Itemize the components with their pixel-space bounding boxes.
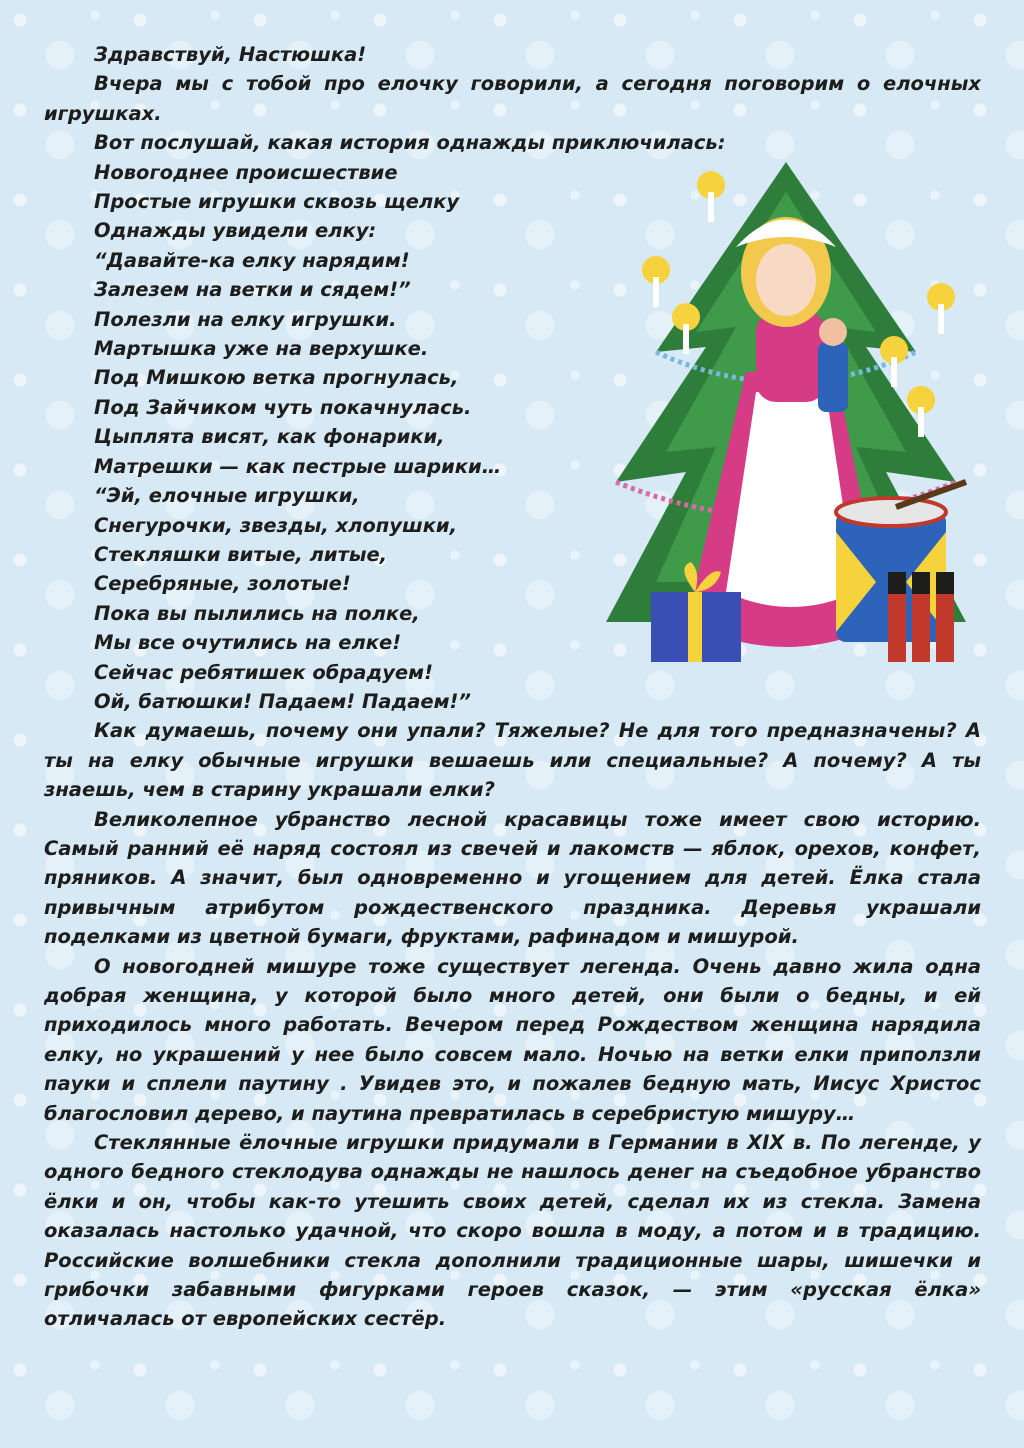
poem-line: Новогоднее происшествие	[94, 160, 398, 184]
poem-line: “Давайте-ка елку нарядим!	[94, 248, 410, 272]
poem-line: Мы все очутились на елке!	[94, 631, 402, 655]
poem-line: Снегурочки, звезды, хлопушки,	[94, 513, 458, 537]
poem-line: Простые игрушки сквозь щелку	[94, 190, 460, 214]
poem-line: Сейчас ребятишек обрадуем!	[94, 660, 433, 684]
nutcracker-icon	[888, 572, 954, 662]
poem-line: Полезли на елку игрушки.	[94, 307, 397, 331]
body-paragraph: О новогодней мишуре тоже существует легенда. Очень давно жила одна добрая женщина, у которой было много детей, они были о бедны, и ей приходилось много работать. Вечером перед Рождеством женщина нарядила елку, но украшений у нее было совсем мало. Ночью на ветки елки приползли пауки и сплели паутину . Увидев это, и пожалев бедную мать, Иисус Христос благословил дерево, и паутина превратилась в серебристую мишуру…	[44, 954, 981, 1125]
poem-line: Ой, батюшки! Падаем! Падаем!”	[94, 689, 471, 713]
poem-line: Пока вы пылились на полке,	[94, 601, 420, 625]
poem-line: Однажды увидели елку:	[94, 219, 377, 243]
poem-line: Стекляшки витые, литые,	[94, 542, 388, 566]
intro-paragraph: Вчера мы с тобой про елочку говорили, а сегодня поговорим о елочных игрушках.	[44, 72, 981, 125]
christmas-illustration	[596, 152, 976, 692]
poem-line: Серебряные, золотые!	[94, 572, 351, 596]
poem-line: Под Мишкою ветка прогнулась,	[94, 366, 459, 390]
poem-line: Под Зайчиком чуть покачнулась.	[94, 395, 472, 419]
poem-line: Мартышка уже на верхушке.	[94, 337, 429, 361]
greeting: Здравствуй, Настюшка!	[94, 43, 367, 66]
poem-line: Цыплята висят, как фонарики,	[94, 425, 445, 449]
body-paragraph: Как думаешь, почему они упали? Тяжелые? Не для того предназначены? А ты на елку обычные игрушки вешаешь или специальные? А почему? А ты знаешь, чем в старину украшали елки?	[44, 719, 981, 802]
poem-line: Залезем на ветки и сядем!”	[94, 278, 411, 302]
poem-line: Матрешки — как пестрые шарики…	[94, 454, 502, 478]
intro-paragraph: Вот послушай, какая история однажды приключилась:	[94, 131, 726, 155]
body-paragraph: Великолепное убранство лесной красавицы тоже имеет свою историю. Самый ранний её наряд состоял из свечей и лакомств — яблок, орехов, конфет, пряников. А значит, был одновременно и угощением для детей. Ёлка стала привычным атрибутом рождественского праздника. Деревья украшали поделками из цветной бумаги, фруктами, рафинадом и мишурой.	[44, 807, 981, 949]
body-paragraph: Стеклянные ёлочные игрушки придумали в Германии в XIX в. По легенде, у одного бедного стеклодува однажды не нашлось денег на съедобное убранство ёлки и он, чтобы как-то утешить своих детей, сделал их из стекла. Замена оказалась настолько удачной, что скоро вошла в моду, а потом и в традицию. Российские волшебники стекла дополнили традиционные шары, шишечки и грибочки забавными фигурками героев сказок, — этим «русская ёлка» отличалась от европейских сестёр.	[44, 1131, 981, 1331]
poem-line: “Эй, елочные игрушки,	[94, 484, 360, 508]
